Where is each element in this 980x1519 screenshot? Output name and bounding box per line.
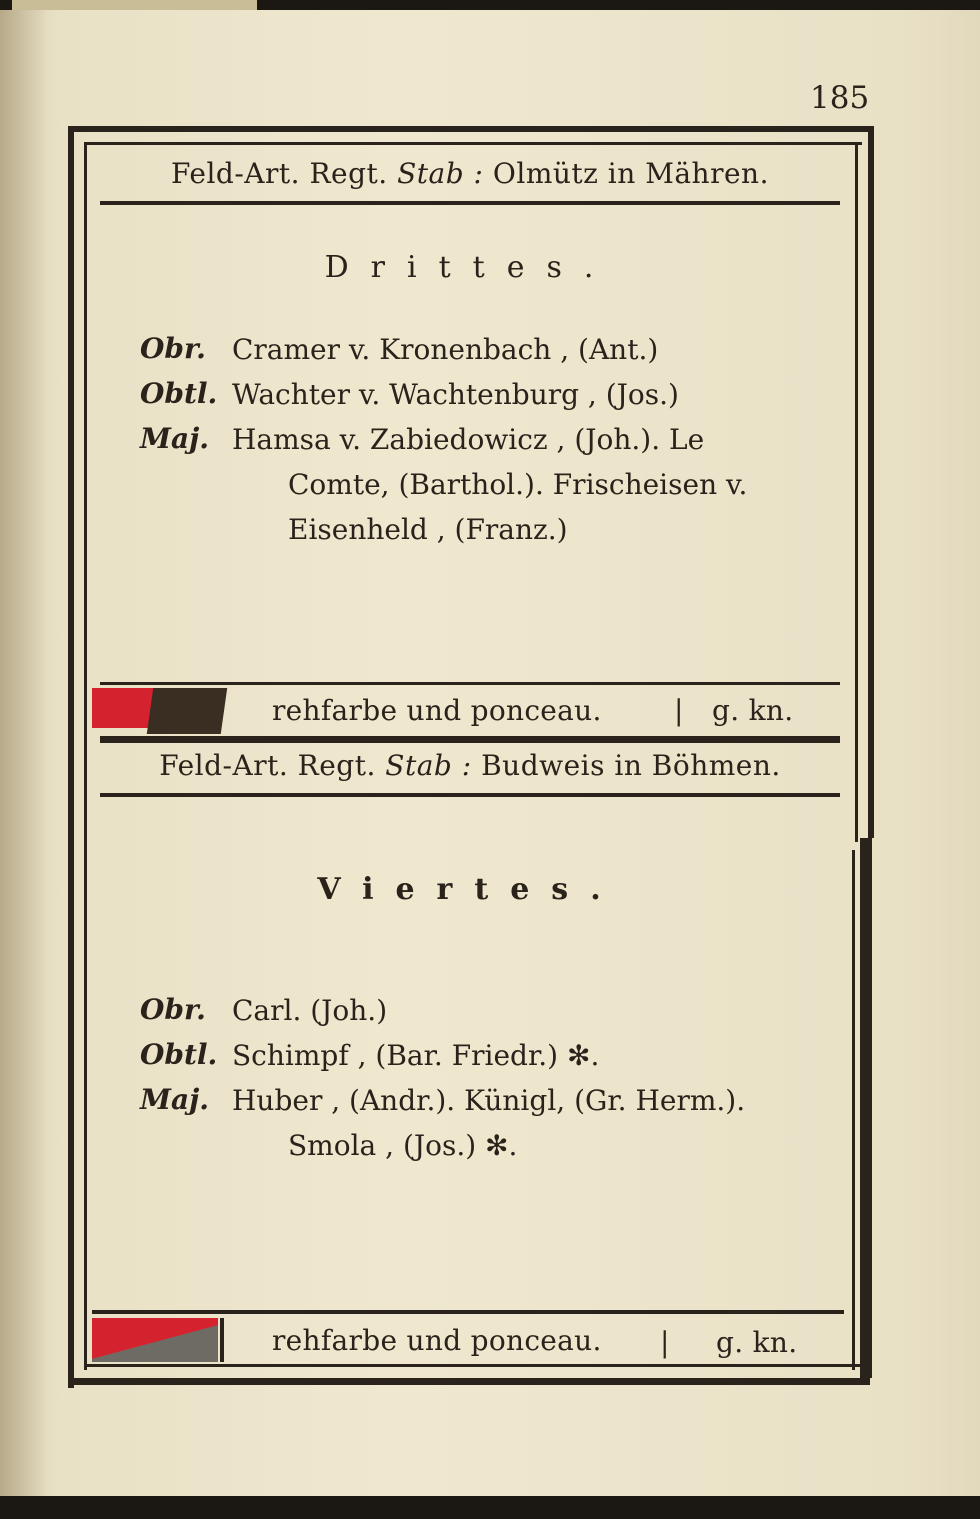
footer-top-rule <box>100 682 840 685</box>
swatch-divider <box>220 1318 224 1362</box>
facing-colors: rehfarbe und ponceau. <box>272 694 602 727</box>
footer-top-rule <box>92 1310 844 1314</box>
section-title: Drittes. <box>324 250 616 285</box>
frame-top-border <box>68 126 874 132</box>
button-type: g. kn. <box>716 1326 798 1359</box>
frame-inner-right-border-lower <box>852 850 855 1370</box>
frame-inner-left-border <box>84 142 87 1370</box>
page-number: 185 <box>810 80 870 116</box>
section-title: Viertes. <box>317 872 623 907</box>
officer-names-continued: Comte, (Barthol.). Frischeisen v. <box>288 468 748 501</box>
regiment-header-2 <box>100 749 840 782</box>
officer-names: Wachter v. Wachtenburg , (Jos.) <box>232 378 679 411</box>
officer-rank: Obr. <box>140 332 206 365</box>
spine-shadow <box>0 0 48 1519</box>
header-prefix: Feld-Art. Regt. <box>171 157 388 190</box>
officer-rank: Obtl. <box>140 377 218 410</box>
ponceau-swatch <box>92 1318 218 1362</box>
frame-inner-top-border <box>84 142 862 145</box>
officer-names: Hamsa v. Zabiedowicz , (Joh.). Le <box>232 423 705 456</box>
rehfarbe-swatch <box>147 688 227 734</box>
officer-rank: Obr. <box>140 993 206 1026</box>
officer-names: Schimpf , (Bar. Friedr.) ✻. <box>232 1039 600 1072</box>
stab-label: Stab : <box>385 749 472 782</box>
facing-colors: rehfarbe und ponceau. <box>272 1324 602 1357</box>
header-location: Olmütz in Mähren. <box>492 157 769 190</box>
officer-names: Huber , (Andr.). Künigl, (Gr. Herm.). <box>232 1084 746 1117</box>
column-separator: | <box>660 1326 670 1359</box>
officer-names: Cramer v. Kronenbach , (Ant.) <box>232 333 659 366</box>
frame-inner-right-border <box>855 142 858 842</box>
frame-left-border <box>68 126 74 1388</box>
officer-rank: Obtl. <box>140 1038 218 1071</box>
officer-rank: Maj. <box>140 1083 210 1116</box>
officer-names: Carl. (Joh.) <box>232 994 388 1027</box>
bottom-edge <box>0 1496 980 1519</box>
frame-right-border-lower <box>860 838 872 1378</box>
footer-bottom-rule <box>100 736 840 743</box>
frame-right-border <box>868 126 874 838</box>
header-prefix: Feld-Art. Regt. <box>159 749 376 782</box>
regiment-header-1 <box>100 157 840 190</box>
officer-names-continued: Eisenheld , (Franz.) <box>288 513 568 546</box>
officer-names-continued: Smola , (Jos.) ✻. <box>288 1129 518 1162</box>
frame-bottom-border <box>70 1378 870 1385</box>
officer-rank: Maj. <box>140 422 210 455</box>
stab-label: Stab : <box>397 157 484 190</box>
column-separator: | <box>674 694 684 727</box>
button-type: g. kn. <box>712 694 794 727</box>
header-rule <box>100 793 840 797</box>
top-edge <box>0 0 980 10</box>
header-location: Budweis in Böhmen. <box>481 749 781 782</box>
frame-inner-bottom-border <box>84 1364 862 1367</box>
header-rule <box>100 201 840 205</box>
